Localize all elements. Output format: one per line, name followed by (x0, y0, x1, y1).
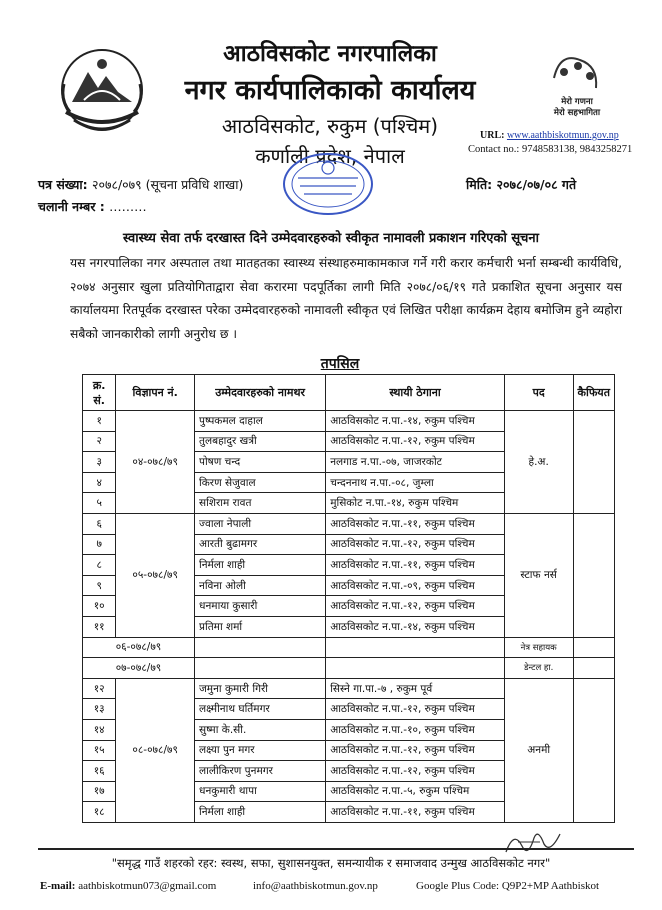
header-advert: विज्ञापन नं. (116, 375, 195, 411)
cell-sn: ६ (83, 513, 116, 534)
footer-email (40, 880, 216, 892)
nepal-emblem-icon (54, 42, 150, 140)
cell-sn: ४ (83, 472, 116, 493)
logo-text-line2: मेरो सहभागिता (553, 108, 601, 118)
cell-sn: १४ (83, 719, 116, 740)
chalani-value: ……… (109, 199, 147, 214)
cell-address: आठविसकोट न.पा.-१२, रुकुम पश्चिम (326, 740, 505, 761)
footer-divider (38, 848, 634, 850)
cell-sn: ५ (83, 493, 116, 514)
cell-address: चन्दननाथ न.पा.-०८, जुम्ला (326, 472, 505, 493)
cell-name: ज्वाला नेपाली (195, 513, 326, 534)
table-row (83, 411, 615, 432)
url-line (480, 130, 619, 141)
chalani-number (38, 198, 147, 215)
cell-address: आठविसकोट न.पा.-११, रुकुम पश्चिम (326, 802, 505, 823)
cell-name: सुष्मा के.सी. (195, 719, 326, 740)
cell-name: जमुना कुमारी गिरी (195, 678, 326, 699)
footer-plus-code: Google Plus Code: Q9P2+MP Aathbiskot (416, 880, 600, 892)
cell-address: आठविसकोट न.पा.-१४, रुकुम पश्चिम (326, 616, 505, 637)
municipality-name: आठविसकोट नगरपालिका (223, 41, 437, 67)
cell-name: धनमाया कुसारी (195, 596, 326, 617)
cell-sn: ८ (83, 555, 116, 576)
cell-address: आठविसकोट न.पा.-१२, रुकुम पश्चिम (326, 431, 505, 452)
contact-numbers: Contact no.: 9748583138, 9843258271 (468, 144, 633, 155)
cell-remarks (573, 637, 614, 658)
cell-name: आरती बुढामगर (195, 534, 326, 555)
cell-post: डेन्टल हा. (504, 658, 573, 679)
cell-sn: ११ (83, 616, 116, 637)
tapasil-heading: तपसिल (320, 356, 360, 372)
cell-sn: ७ (83, 534, 116, 555)
cell-name (195, 658, 326, 679)
cell-sn: १ (83, 411, 116, 432)
cell-sn: १६ (83, 761, 116, 782)
cell-address: आठविसकोट न.पा.-१२, रुकुम पश्चिम (326, 761, 505, 782)
notice-date (466, 176, 576, 193)
cell-name: लालीकिरण पुनमगर (195, 761, 326, 782)
header-name: उम्मेदवारहरुको नामथर (195, 375, 326, 411)
cell-remarks (573, 678, 614, 822)
cell-post: अनमी (504, 678, 573, 822)
patra-label: पत्र संख्या: (38, 177, 88, 192)
cell-advert: ०५-०७८/७९ (116, 513, 195, 637)
url-label: URL: (480, 130, 505, 141)
cell-sn: १० (83, 596, 116, 617)
table-header-row (83, 375, 615, 411)
cell-address: मुसिकोट न.पा.-१४, रुकुम पश्चिम (326, 493, 505, 514)
cell-address: नलगाड न.पा.-०७, जाजरकोट (326, 452, 505, 473)
table-row (83, 513, 615, 534)
cell-name: धनकुमारी थापा (195, 781, 326, 802)
office-name: नगर कार्यपालिकाको कार्यालय (184, 75, 476, 106)
cell-remarks (573, 658, 614, 679)
office-address: आठविसकोट, रुकुम (पश्चिम) (221, 114, 439, 138)
office-stamp-icon (278, 148, 378, 220)
cell-sn: ३ (83, 452, 116, 473)
cell-address (326, 658, 505, 679)
logo-text-line1: मेरो गणना (561, 97, 593, 107)
province-country: कर्णाली प्रदेश, नेपाल (255, 144, 405, 168)
cell-sn: १३ (83, 699, 116, 720)
header-sn: क्र. सं. (83, 375, 116, 411)
date-label: मिति: (466, 177, 493, 192)
notice-body: यस नगरपालिका नगर अस्पताल तथा मातहतका स्वास्थ्य संस्थाहरुमाकामकाज गर्ने गरी करार कर्मचारी भर्ना सम्बन्धी कार्यविधि, २०७४ अनुसार खुला प्रतियोगिताद्वारा सेवा करारमा पदपूर्तिका लागी मिति २०७८/०६/१९ गते प्रकाशित सूचना अनुसार यस कार्यालयमा रितपूर्वक दरखास्त परेका उम्मेदवारहरुको नामावली स्वीकृत एवं लिखित परीक्षा कार्यक्रम देहाय बमोजिम हुने व्यहोरा सबैको जानकारीको लागी अनुरोध छ । (70, 256, 622, 341)
header-post: पद (504, 375, 573, 411)
email-value[interactable]: aathbiskotmun073@gmail.com (78, 880, 217, 892)
patra-sankhya (38, 176, 243, 193)
footer-info-email[interactable]: info@aathbiskotmun.gov.np (253, 880, 378, 892)
cell-name: निर्मला शाही (195, 555, 326, 576)
cell-address: आठविसकोट न.पा.-१४, रुकुम पश्चिम (326, 411, 505, 432)
cell-advert: ०७-०७८/७९ (83, 658, 195, 679)
cell-advert: ०६-०७८/७९ (83, 637, 195, 658)
signature-icon (500, 824, 570, 860)
cell-name: लक्ष्मीनाथ घर्तिमगर (195, 699, 326, 720)
cell-name: प्रतिमा शर्मा (195, 616, 326, 637)
cell-address: आठविसकोट न.पा.-१२, रुकुम पश्चिम (326, 699, 505, 720)
cell-address: आठविसकोट न.पा.-०९, रुकुम पश्चिम (326, 575, 505, 596)
cell-sn: ९ (83, 575, 116, 596)
cell-remarks (573, 411, 614, 514)
cell-post: नेत्र सहायक (504, 637, 573, 658)
table-row-empty (83, 658, 615, 679)
table-row (83, 678, 615, 699)
chalani-label: चलानी नम्बर : (38, 199, 105, 214)
census-logo-icon (540, 48, 614, 122)
cell-address: आठविसकोट न.पा.-१२, रुकुम पश्चिम (326, 596, 505, 617)
cell-address: सिस्ने गा.पा.-७ , रुकुम पूर्व (326, 678, 505, 699)
table-row-empty (83, 637, 615, 658)
header-address: स्थायी ठेगाना (326, 375, 505, 411)
cell-address: आठविसकोट न.पा.-५, रुकुम पश्चिम (326, 781, 505, 802)
cell-remarks (573, 513, 614, 637)
cell-sn: १८ (83, 802, 116, 823)
cell-sn: १७ (83, 781, 116, 802)
cell-advert: ०४-०७८/७९ (116, 411, 195, 514)
cell-name: तुलबहादुर खत्री (195, 431, 326, 452)
cell-name: निर्मला शाही (195, 802, 326, 823)
candidate-table (82, 374, 615, 823)
cell-name: किरण सेजुवाल (195, 472, 326, 493)
cell-name: पोषण चन्द (195, 452, 326, 473)
footer-motto: "समृद्ध गाउँ शहरको रहर: स्वस्थ, सफा, सुशासनयुक्त, समन्यायीक र समाजवाद उन्मुख आठविसकोट नगर" (111, 856, 551, 870)
email-label: E-mail: (40, 880, 76, 892)
patra-value: २०७८/०७९ (सूचना प्रविधि शाखा) (91, 177, 244, 192)
cell-address: आठविसकोट न.पा.-११, रुकुम पश्चिम (326, 513, 505, 534)
cell-address: आठविसकोट न.पा.-१०, रुकुम पश्चिम (326, 719, 505, 740)
website-link[interactable]: www.aathbiskotmun.gov.np (506, 130, 619, 141)
cell-address: आठविसकोट न.पा.-११, रुकुम पश्चिम (326, 555, 505, 576)
cell-name: पुष्पकमल दाहाल (195, 411, 326, 432)
cell-name: सशिराम रावत (195, 493, 326, 514)
cell-post: स्टाफ नर्स (504, 513, 573, 637)
cell-sn: १२ (83, 678, 116, 699)
cell-address: आठविसकोट न.पा.-१२, रुकुम पश्चिम (326, 534, 505, 555)
cell-sn: २ (83, 431, 116, 452)
cell-sn: १५ (83, 740, 116, 761)
cell-name: लक्ष्या पुन मगर (195, 740, 326, 761)
cell-name: नविना ओली (195, 575, 326, 596)
date-value: २०७८/०७/०८ गते (496, 177, 577, 192)
notice-subject: स्वास्थ्य सेवा तर्फ दरखास्त दिने उम्मेदवारहरुको स्वीकृत नामावली प्रकाशन गरिएको सूचना (122, 231, 540, 246)
header-remarks: कैफियत (573, 375, 614, 411)
cell-address (326, 637, 505, 658)
cell-name (195, 637, 326, 658)
cell-post: हे.अ. (504, 411, 573, 514)
cell-advert: ०८-०७८/७९ (116, 678, 195, 822)
